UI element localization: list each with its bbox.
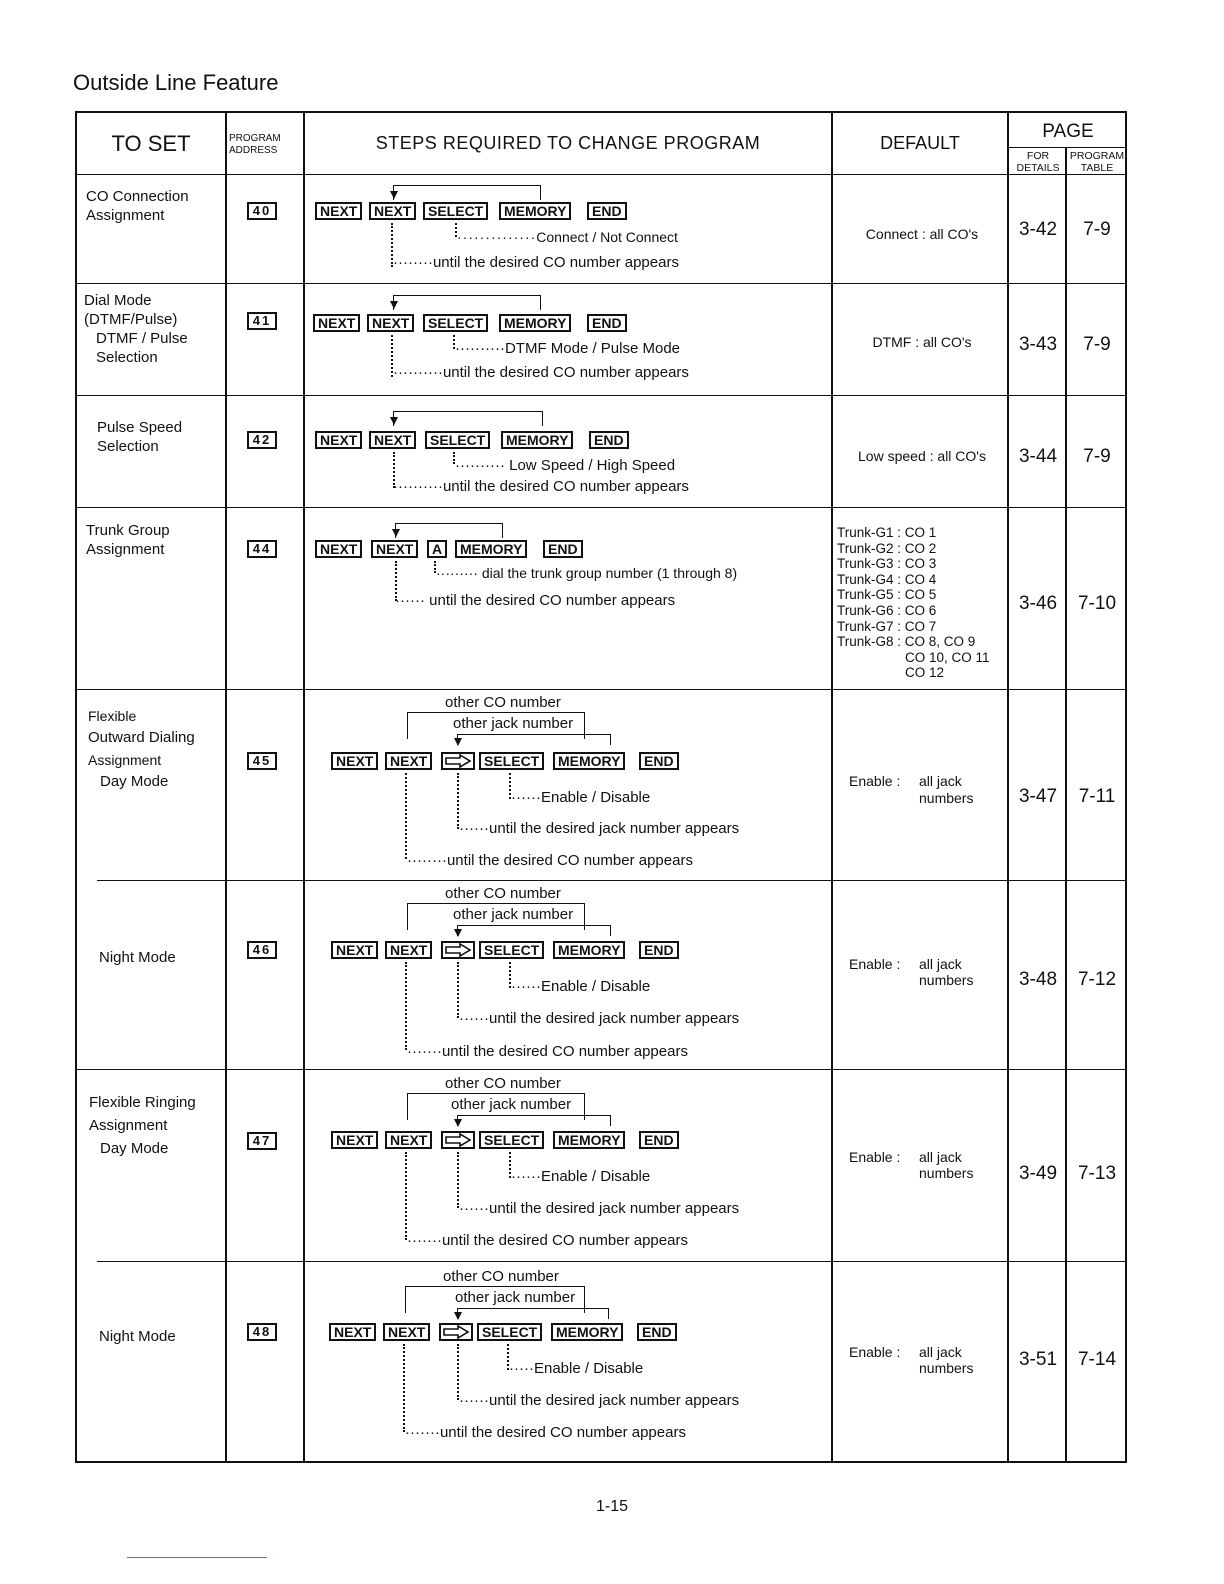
program-address-box: 40	[247, 202, 277, 220]
down-arrow-icon	[390, 301, 398, 309]
row-2-label	[97, 418, 237, 456]
label-line: Outward Dialing	[88, 729, 195, 746]
right-arrow-icon	[441, 1325, 471, 1339]
until-jack-text: ······until the desired jack number appears	[459, 820, 740, 837]
next-key: NEXT	[331, 752, 378, 770]
enable-disable-text: ······Enable / Disable	[511, 978, 651, 995]
dotted-guide	[405, 773, 407, 859]
row-divider	[77, 507, 1125, 508]
default-value: all jack	[919, 956, 962, 972]
program-table	[75, 111, 1127, 1463]
details-page: 3-51	[1018, 1349, 1058, 1370]
until-co-text: ··········until the desired CO number appears	[393, 478, 689, 495]
option-label: Low Speed / High Speed	[509, 457, 676, 474]
default-value: Low speed : all CO's	[858, 448, 986, 464]
row-3-label	[86, 521, 226, 559]
until-co-label: until the desired CO number appears	[442, 478, 689, 495]
program-address-box: 48	[247, 1323, 277, 1341]
next-key: NEXT	[367, 314, 414, 332]
end-key: END	[543, 540, 583, 558]
trunk-default-line: Trunk-G7 : CO 7	[837, 618, 937, 634]
program-address-box: 41	[247, 312, 277, 330]
option-text: ··········DTMF Mode / Pulse Mode	[455, 340, 681, 357]
label-line: Selection	[96, 349, 158, 366]
program-table-page: 7-12	[1077, 969, 1117, 990]
memory-key: MEMORY	[551, 1323, 623, 1341]
select-key: SELECT	[477, 1323, 542, 1341]
memory-key: MEMORY	[499, 202, 571, 220]
details-page: 3-49	[1018, 1163, 1058, 1184]
option-label: Connect / Not Connect	[536, 229, 678, 245]
select-key: SELECT	[479, 941, 544, 959]
row-0-label	[86, 187, 226, 225]
default-value: numbers	[919, 972, 974, 988]
until-jack-text: ······until the desired jack number appears	[459, 1010, 740, 1027]
next-key: NEXT	[369, 202, 416, 220]
program-table-page: 7-13	[1077, 1163, 1117, 1184]
until-co-label: until the desired CO number appears	[442, 364, 689, 381]
header-program-address: PROGRAM ADDRESS	[229, 133, 281, 156]
memory-key: MEMORY	[553, 752, 625, 770]
until-jack-text: ······until the desired jack number appears	[459, 1200, 740, 1217]
next-key: NEXT	[315, 540, 362, 558]
program-table-page: 7-14	[1077, 1349, 1117, 1370]
program-table-page: 7-10	[1077, 593, 1117, 614]
label-line: Pulse Speed	[97, 419, 183, 436]
row-7-label	[99, 1327, 239, 1346]
loop-line	[393, 185, 541, 200]
enable-disable-text: ······Enable / Disable	[511, 1168, 651, 1185]
program-address-box: 47	[247, 1132, 277, 1150]
a-key: A	[427, 540, 447, 558]
default-value: numbers	[919, 790, 974, 806]
column-divider	[303, 113, 305, 1461]
program-address-box: 42	[247, 431, 277, 449]
other-co-label: other CO number	[445, 1075, 561, 1092]
label-line: DTMF / Pulse	[96, 330, 188, 347]
label-line: Flexible Ringing	[89, 1094, 196, 1111]
loop-line	[393, 411, 543, 426]
program-table-page: 7-9	[1083, 446, 1111, 467]
dotted-guide	[405, 1152, 407, 1240]
page-number: 1-15	[595, 1498, 629, 1515]
label-line: Selection	[97, 438, 159, 455]
other-jack-label: other jack number	[453, 715, 574, 732]
until-jack-label: until the desired jack number appears	[488, 1200, 740, 1217]
loop-line	[457, 734, 611, 745]
label-line: Flexible	[88, 708, 137, 724]
down-arrow-icon	[392, 529, 400, 537]
select-key: SELECT	[423, 314, 488, 332]
enable-disable-text: ······Enable / Disable	[511, 789, 651, 806]
trunk-default-line: CO 10, CO 11	[905, 649, 990, 665]
program-address-box: 46	[247, 941, 277, 959]
select-key: SELECT	[479, 752, 544, 770]
default-value: all jack	[919, 1344, 962, 1360]
until-co-label: until the desired CO number appears	[441, 1232, 688, 1249]
memory-key: MEMORY	[553, 1131, 625, 1149]
row-5-label	[99, 948, 239, 967]
until-co-label: until the desired CO number appears	[446, 852, 693, 869]
memory-key: MEMORY	[455, 540, 527, 558]
row-1-label	[84, 291, 224, 367]
trunk-default-line: Trunk-G5 : CO 5	[837, 587, 937, 603]
down-arrow-icon	[454, 1312, 462, 1320]
column-divider	[831, 113, 833, 1461]
label-line: Trunk Group	[86, 522, 170, 539]
loop-line	[457, 1115, 611, 1126]
header-page: PAGE	[1042, 121, 1094, 142]
down-arrow-icon	[454, 1119, 462, 1127]
details-page: 3-42	[1018, 219, 1058, 240]
next-key: NEXT	[313, 314, 360, 332]
loop-line	[457, 925, 611, 936]
trunk-group-defaults	[837, 525, 1012, 681]
enable-disable-text: ·····Enable / Disable	[509, 1360, 644, 1377]
down-arrow-icon	[454, 738, 462, 746]
default-label: Enable :	[849, 1344, 901, 1360]
header-for-details: FOR DETAILS	[1016, 150, 1060, 174]
row-divider	[77, 174, 1125, 175]
header-to-set: TO SET	[111, 131, 191, 156]
down-arrow-icon	[390, 191, 398, 199]
until-jack-label: until the desired jack number appears	[488, 1010, 740, 1027]
until-co-label: until the desired CO number appears	[441, 1043, 688, 1060]
details-page: 3-43	[1018, 334, 1058, 355]
end-key: END	[639, 1131, 679, 1149]
header-steps: STEPS REQUIRED TO CHANGE PROGRAM	[375, 133, 761, 153]
until-jack-label: until the desired jack number appears	[488, 1392, 740, 1409]
option-text: ········· dial the trunk group number (1 through 8)	[436, 565, 738, 581]
details-page: 3-48	[1018, 969, 1058, 990]
memory-key: MEMORY	[501, 431, 573, 449]
dotted-guide	[405, 962, 407, 1050]
details-page: 3-44	[1018, 446, 1058, 467]
default-label: Enable :	[849, 1149, 901, 1165]
label-line: Night Mode	[99, 949, 176, 966]
default-value: all jack	[919, 1149, 962, 1165]
default-value: all jack	[919, 773, 962, 789]
until-co-text: ········until the desired CO number appears	[407, 852, 693, 869]
trunk-default-line: Trunk-G1 : CO 1	[837, 525, 937, 540]
option-text: ··············Connect / Not Connect	[457, 229, 678, 245]
next-key: NEXT	[385, 1131, 432, 1149]
next-key: NEXT	[385, 752, 432, 770]
label-line: Assignment	[89, 1117, 168, 1134]
right-arrow-key-icon	[441, 1131, 475, 1149]
label-line: Day Mode	[100, 773, 169, 790]
option-label: DTMF Mode / Pulse Mode	[504, 340, 681, 357]
row-divider	[77, 1069, 1125, 1070]
select-key: SELECT	[423, 202, 488, 220]
header-default: DEFAULT	[880, 133, 960, 153]
loop-line	[395, 523, 503, 538]
right-arrow-icon	[443, 754, 473, 768]
trunk-default-line: Trunk-G6 : CO 6	[837, 602, 937, 618]
row-6-label	[89, 1091, 229, 1160]
memory-key: MEMORY	[499, 314, 571, 332]
trunk-default-line: Trunk-G2 : CO 2	[837, 540, 937, 556]
select-key: SELECT	[425, 431, 490, 449]
option-text: ·········· Low Speed / High Speed	[455, 457, 676, 474]
program-table-page: 7-9	[1083, 334, 1111, 355]
program-table-page: 7-9	[1083, 219, 1111, 240]
next-key: NEXT	[329, 1323, 376, 1341]
label-line: (DTMF/Pulse)	[84, 311, 178, 328]
other-co-label: other CO number	[445, 885, 561, 902]
next-key: NEXT	[315, 202, 362, 220]
until-co-text: ·······until the desired CO number appears	[407, 1232, 688, 1249]
other-jack-label: other jack number	[455, 1289, 576, 1306]
enable-disable-label: Enable / Disable	[540, 789, 651, 806]
other-jack-label: other jack number	[453, 906, 574, 923]
end-key: END	[637, 1323, 677, 1341]
right-arrow-key-icon	[441, 752, 475, 770]
next-key: NEXT	[369, 431, 416, 449]
label-line: Day Mode	[100, 1140, 169, 1157]
row-divider	[97, 1261, 1125, 1262]
down-arrow-icon	[390, 417, 398, 425]
trunk-default-line: Trunk-G4 : CO 4	[837, 571, 937, 587]
details-page: 3-46	[1018, 593, 1058, 614]
loop-line	[393, 295, 541, 310]
footer-rule	[127, 1557, 267, 1558]
until-co-text: ········until the desired CO number appears	[393, 254, 679, 271]
enable-disable-label: Enable / Disable	[540, 1168, 651, 1185]
end-key: END	[587, 202, 627, 220]
right-arrow-icon	[443, 1133, 473, 1147]
next-key: NEXT	[383, 1323, 430, 1341]
right-arrow-key-icon	[441, 941, 475, 959]
row-divider	[77, 689, 1125, 690]
default-value: Connect : all CO's	[865, 226, 979, 242]
next-key: NEXT	[331, 941, 378, 959]
program-table-page: 7-11	[1078, 786, 1116, 807]
label-line: CO Connection	[86, 188, 189, 205]
until-co-label: until the desired CO number appears	[429, 592, 676, 609]
other-co-label: other CO number	[443, 1268, 559, 1285]
down-arrow-icon	[454, 929, 462, 937]
row-4-label	[88, 705, 228, 793]
until-co-text: ··········until the desired CO number appears	[393, 364, 689, 381]
program-address-box: 45	[247, 752, 277, 770]
page-header-divider	[1007, 147, 1127, 148]
until-co-text: ·······until the desired CO number appears	[407, 1043, 688, 1060]
next-key: NEXT	[331, 1131, 378, 1149]
next-key: NEXT	[385, 941, 432, 959]
other-jack-label: other jack number	[451, 1096, 572, 1113]
trunk-default-line: Trunk-G8 : CO 8, CO 9	[837, 634, 976, 650]
row-divider	[77, 283, 1125, 284]
trunk-default-line: CO 12	[905, 665, 945, 681]
label-line: Assignment	[88, 752, 162, 768]
option-label: dial the trunk group number (1 through 8)	[481, 565, 738, 581]
end-key: END	[589, 431, 629, 449]
right-arrow-key-icon	[439, 1323, 473, 1341]
loop-line	[457, 1308, 609, 1319]
memory-key: MEMORY	[553, 941, 625, 959]
default-value: numbers	[919, 1165, 974, 1181]
end-key: END	[587, 314, 627, 332]
header-program-table: PROGRAM TABLE	[1069, 150, 1125, 174]
details-page: 3-47	[1018, 786, 1058, 807]
until-co-text: ·······until the desired CO number appears	[405, 1424, 686, 1441]
right-arrow-icon	[443, 943, 473, 957]
until-co-label: until the desired CO number appears	[432, 254, 679, 271]
until-co-label: until the desired CO number appears	[439, 1424, 686, 1441]
until-jack-text: ······until the desired jack number appears	[459, 1392, 740, 1409]
until-jack-label: until the desired jack number appears	[488, 820, 740, 837]
end-key: END	[639, 752, 679, 770]
row-divider	[97, 880, 1125, 881]
enable-disable-label: Enable / Disable	[533, 1360, 644, 1377]
end-key: END	[639, 941, 679, 959]
trunk-default-line: Trunk-G3 : CO 3	[837, 556, 937, 572]
label-line: Night Mode	[99, 1328, 176, 1345]
default-value: numbers	[919, 1360, 974, 1376]
enable-disable-label: Enable / Disable	[540, 978, 651, 995]
until-co-text: ······ until the desired CO number appears	[395, 592, 676, 609]
label-line: Assignment	[86, 207, 165, 224]
next-key: NEXT	[315, 431, 362, 449]
next-key: NEXT	[371, 540, 418, 558]
label-line: Assignment	[86, 541, 165, 558]
default-label: Enable :	[849, 773, 901, 789]
dotted-guide	[403, 1344, 405, 1432]
default-value: DTMF : all CO's	[872, 334, 972, 350]
default-label: Enable :	[849, 956, 901, 972]
program-address-box: 44	[247, 540, 277, 558]
label-line: Dial Mode	[84, 292, 152, 309]
row-divider	[77, 395, 1125, 396]
page-title: Outside Line Feature	[73, 70, 279, 95]
select-key: SELECT	[479, 1131, 544, 1149]
other-co-label: other CO number	[445, 694, 561, 711]
